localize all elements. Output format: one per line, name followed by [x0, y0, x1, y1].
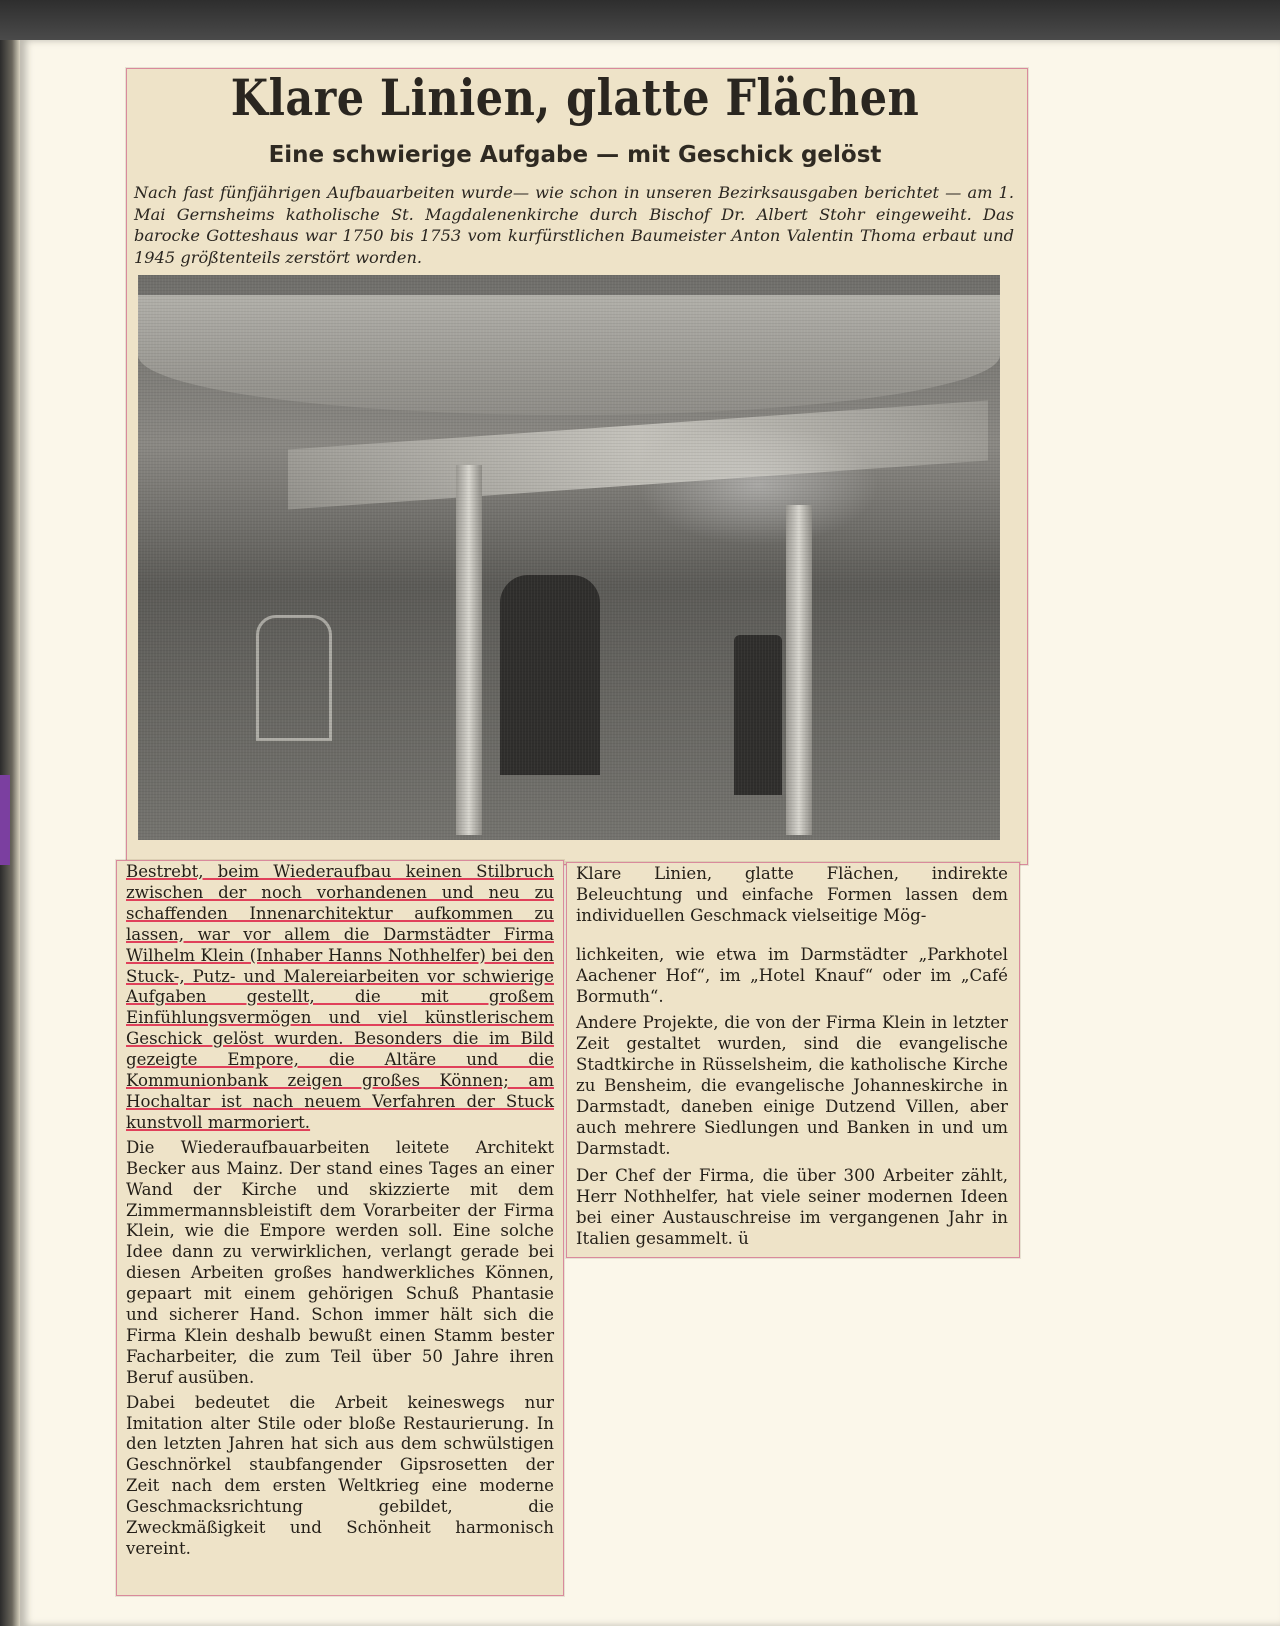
paragraph: lichkeiten, wie etwa im Darmstädter „Parkhotel Aachener Hof“, im „Hotel Knauf“ oder im „Café Bormuth“. [576, 944, 1008, 1006]
article-right-column [576, 864, 1008, 1255]
paragraph: Andere Projekte, die von der Firma Klein in letzter Zeit gestaltet wurden, sind die evangelische Stadtkirche in Rüsselsheim, die katholische Kirche zu Bensheim, die evangelische Johanneskirche in Darmstadt, daneben einige Dutzend Villen, aber auch mehrere Siedlungen und Banken in und um Darmstadt. [576, 1013, 1008, 1158]
article-subheadline: Eine schwierige Aufgabe — mit Geschick gelöst [268, 142, 882, 168]
paragraph: Dabei bedeutet die Arbeit keineswegs nur Imitation alter Stile oder bloße Restaurierung. In den letzten Jahren hat sich aus dem schwülstigen Geschnörkel staubfangender Gipsrosetten der Zeit nach dem ersten Weltkrieg eine moderne Geschmacksrichtung gebildet, die Zweckmäßigkeit und Schönheit harmonisch vereint. [126, 1392, 554, 1558]
article-intro: Nach fast fünfjährigen Aufbauarbeiten wurde— wie schon in unseren Bezirksausgaben berichtet — am 1. Mai Gernsheims katholische St. Magdalenenkirche durch Bischof Dr. Albert Stohr eingeweiht. Das barocke Gotteshaus war 1750 bis 1753 vom kurfürstlichen Baumeister Anton Valentin Thoma erbaut und 1945 größtenteils zerstört worden. [134, 183, 1014, 267]
photo-halftone-grain [138, 275, 1000, 840]
page-tab-marker [0, 775, 10, 865]
article-left-column [126, 862, 554, 1564]
paragraph: Die Wiederaufbauarbeiten leitete Architekt Becker aus Mainz. Der stand eines Tages an einer Wand der Kirche und skizzierte mit dem Zimmermannsbleistift dem Vorarbeiter der Firma Klein, wie die Empore werden soll. Eine solche Idee dann zu verwirklichen, verlangt gerade bei diesen Arbeiten großes handwerkliches Können, gepaart mit einem gehörigen Schuß Phantasie und sicherer Hand. Schon immer hält sich die Firma Klein deshalb bewußt einen Stamm bester Facharbeiter, die zum Teil über 50 Jahre ihren Beruf ausüben. [126, 1137, 554, 1387]
church-interior-photo [138, 275, 1000, 840]
paragraph: Bestrebt, beim Wiederaufbau keinen Stilbruch zwischen der noch vorhandenen und neu zu schaffenden Innenarchitektur aufkommen zu lassen, war vor allem die Darmstädter Firma Wilhelm Klein (Inhaber Hanns Nothhelfer) bei den Stuck-, Putz- und Malereiarbeiten vor schwierige Aufgaben gestellt, die mit großem Einfühlungsvermögen und viel künstlerischem Geschick gelöst wurden. Besonders die im Bild gezeigte Empore, die Altäre und die Kommunionbank zeigen großes Können; am Hochaltar ist nach neuem Verfahren der Stuck kunstvoll marmoriert. [126, 862, 554, 1132]
paragraph: Klare Linien, glatte Flächen, indirekte Beleuchtung und einfache Formen lassen dem individuellen Geschmack vielseitige Mög- [576, 864, 1008, 925]
paragraph: Der Chef der Firma, die über 300 Arbeiter zählt, Herr Nothhelfer, hat viele seiner modernen Ideen bei einer Austauschreise im vergangenen Jahr in Italien gesammelt. ü [576, 1165, 1008, 1248]
clipping-gap [576, 933, 1008, 945]
article-headline: Klare Linien, glatte Flächen [230, 68, 920, 127]
scanner-edge [0, 0, 1280, 40]
